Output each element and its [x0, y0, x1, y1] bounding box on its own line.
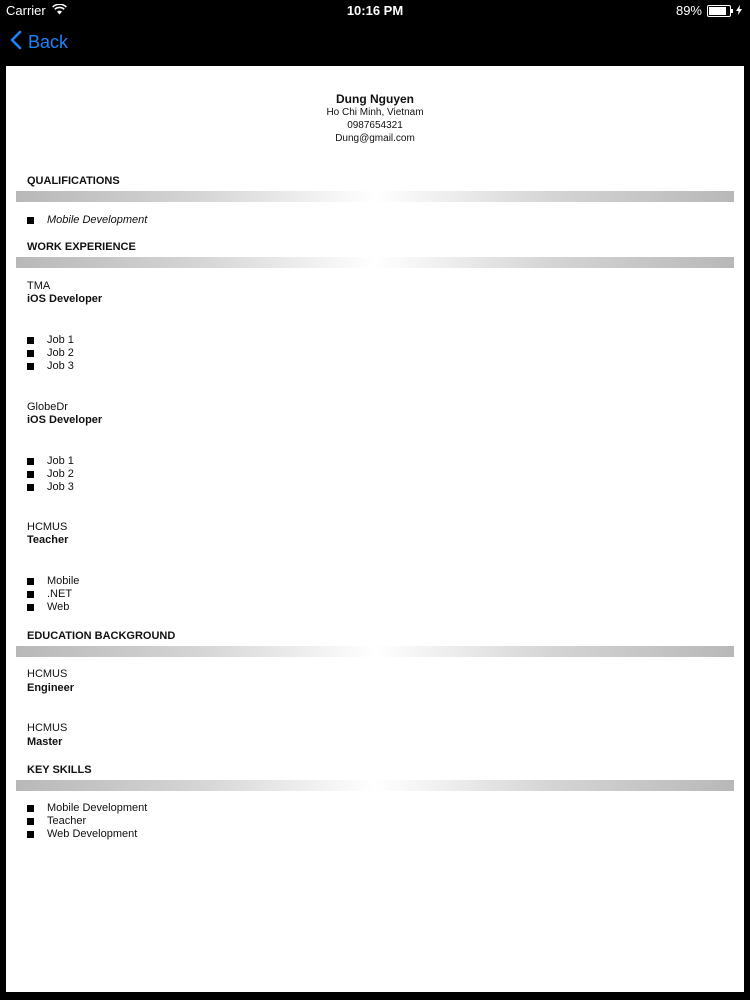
resume-header [6, 92, 744, 145]
back-label: Back [28, 32, 69, 52]
status-time: 10:16 PM [346, 3, 404, 18]
list-item: Web [27, 601, 79, 614]
person-email: Dung@gmail.com [335, 133, 415, 144]
job-company: TMA [27, 280, 51, 292]
list-item: Teacher [27, 815, 147, 828]
education-school: HCMUS [27, 668, 68, 680]
job-role: Teacher [27, 534, 69, 546]
section-divider [16, 780, 734, 791]
list-item: Job 1 [27, 455, 74, 468]
bullet-square-icon [27, 818, 34, 825]
charging-icon [736, 3, 742, 18]
key-skills-title: KEY SKILLS [27, 764, 92, 776]
list-item: Job 3 [27, 481, 74, 494]
list-item: Web Development [27, 828, 147, 841]
job-role: iOS Developer [27, 414, 103, 426]
qualifications-title: QUALIFICATIONS [27, 175, 120, 187]
bullet-square-icon [27, 350, 34, 357]
resume-document [6, 66, 744, 992]
bullet-square-icon [27, 217, 34, 224]
bullet-square-icon [27, 578, 34, 585]
status-bar [0, 0, 750, 20]
job-role: iOS Developer [27, 293, 103, 305]
list-item: .NET [27, 588, 79, 601]
carrier-label: Carrier [6, 3, 46, 18]
bullet-square-icon [27, 484, 34, 491]
job-company: GlobeDr [27, 401, 68, 413]
bullet-square-icon [27, 604, 34, 611]
status-right [676, 3, 742, 18]
person-city: Ho Chi Minh, Vietnam [326, 107, 424, 118]
key-skills-list [27, 802, 147, 841]
education-degree: Master [27, 736, 63, 748]
list-item: Mobile [27, 575, 79, 588]
navigation-bar [0, 20, 750, 64]
job-duties-list [27, 575, 79, 614]
bullet-square-icon [27, 471, 34, 478]
job-company: HCMUS [27, 521, 68, 533]
bullet-square-icon [27, 363, 34, 370]
chevron-left-icon [10, 30, 22, 55]
qualifications-list [27, 214, 147, 227]
back-button[interactable] [10, 30, 68, 55]
work-experience-title: WORK EXPERIENCE [27, 241, 136, 253]
bullet-square-icon [27, 591, 34, 598]
section-divider [16, 257, 734, 268]
section-divider [16, 191, 734, 202]
job-duties-list [27, 334, 74, 373]
battery-percent: 89% [675, 3, 702, 18]
bullet-square-icon [27, 831, 34, 838]
list-item: Job 3 [27, 360, 74, 373]
battery-icon [707, 5, 731, 17]
list-item: Job 2 [27, 347, 74, 360]
list-item: Mobile Development [27, 214, 147, 227]
person-phone: 0987654321 [347, 120, 403, 131]
bullet-square-icon [27, 337, 34, 344]
list-item: Job 1 [27, 334, 74, 347]
education-school: HCMUS [27, 722, 68, 734]
bullet-square-icon [27, 458, 34, 465]
education-title: EDUCATION BACKGROUND [27, 630, 176, 642]
section-divider [16, 646, 734, 657]
list-item: Job 2 [27, 468, 74, 481]
job-duties-list [27, 455, 74, 494]
list-item: Mobile Development [27, 802, 147, 815]
education-degree: Engineer [27, 682, 75, 694]
bullet-square-icon [27, 805, 34, 812]
person-name: Dung Nguyen [336, 92, 414, 106]
